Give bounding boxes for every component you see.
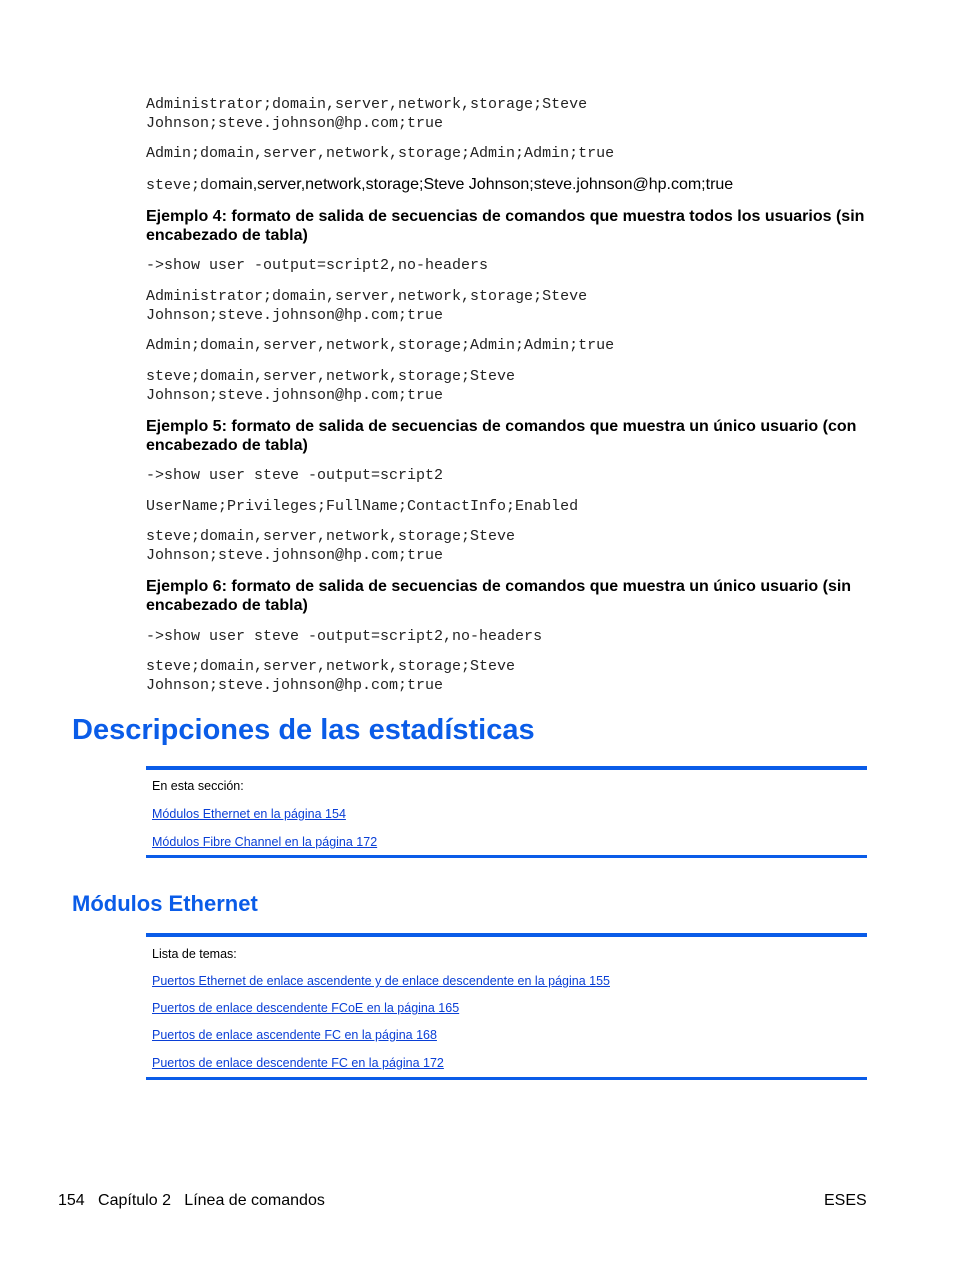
code-line: steve;domain,server,network,storage;Steve bbox=[146, 528, 516, 545]
example-4-heading: Ejemplo 4: formato de salida de secuencias de comandos que muestra todos los usuarios (sin encabezado de tabla) bbox=[146, 208, 865, 244]
footer-page-chapter: 154 Capítulo 2 Línea de comandos bbox=[58, 1192, 325, 1209]
example-4-command: ->show user -output=script2,no-headers bbox=[146, 257, 489, 274]
topic-list-intro: Lista de temas: bbox=[152, 947, 237, 961]
code-line: Admin;domain,server,network,storage;Admin;Admin;true bbox=[146, 145, 615, 162]
section-title-ethernet: Módulos Ethernet bbox=[72, 891, 258, 916]
code-line: Administrator;domain,server,network,storage;Steve bbox=[146, 96, 588, 113]
topic-link-ethernet-ports[interactable]: Puertos Ethernet de enlace ascendente y de enlace descendente en la página 155 bbox=[152, 974, 610, 988]
code-line: steve;domain,server,network,storage;Steve bbox=[146, 658, 516, 675]
code-sans-part: main,server,network,storage;Steve Johnson;steve.johnson@hp.com;true bbox=[218, 176, 734, 193]
topic-link-fcoe-downlink[interactable]: Puertos de enlace descendente FCoE en la página 165 bbox=[152, 1001, 460, 1015]
code-line: steve;domain,server,network,storage;Steve bbox=[146, 368, 516, 385]
code-line: Admin;domain,server,network,storage;Admin;Admin;true bbox=[146, 337, 615, 354]
topic-link-fc-downlink[interactable]: Puertos de enlace descendente FC en la página 172 bbox=[152, 1056, 444, 1070]
section-toc-box bbox=[146, 766, 867, 858]
example-5-command: ->show user steve -output=script2 bbox=[146, 467, 444, 484]
code-line-mixed bbox=[146, 175, 733, 195]
section-title-stats: Descripciones de las estadísticas bbox=[72, 714, 535, 746]
code-mono-part: steve;do bbox=[146, 177, 219, 194]
code-line: Johnson;steve.johnson@hp.com;true bbox=[146, 115, 444, 132]
toc-intro: En esta sección: bbox=[152, 779, 244, 793]
code-line: Administrator;domain,server,network,storage;Steve bbox=[146, 288, 588, 305]
code-line: Johnson;steve.johnson@hp.com;true bbox=[146, 677, 444, 694]
topic-link-fc-uplink[interactable]: Puertos de enlace ascendente FC en la página 168 bbox=[152, 1028, 437, 1042]
code-line: Johnson;steve.johnson@hp.com;true bbox=[146, 547, 444, 564]
example-6-heading: Ejemplo 6: formato de salida de secuencias de comandos que muestra un único usuario (sin encabezado de tabla) bbox=[146, 578, 852, 614]
toc-link-fibre-channel-modules[interactable]: Módulos Fibre Channel en la página 172 bbox=[152, 835, 378, 849]
example-5-heading: Ejemplo 5: formato de salida de secuencias de comandos que muestra un único usuario (con encabezado de tabla) bbox=[146, 418, 857, 454]
code-line: Johnson;steve.johnson@hp.com;true bbox=[146, 387, 444, 404]
code-line: UserName;Privileges;FullName;ContactInfo;Enabled bbox=[146, 498, 579, 515]
topic-list-box bbox=[146, 933, 867, 1080]
code-line: Johnson;steve.johnson@hp.com;true bbox=[146, 307, 444, 324]
toc-link-ethernet-modules[interactable]: Módulos Ethernet en la página 154 bbox=[152, 807, 346, 821]
example-6-command: ->show user steve -output=script2,no-headers bbox=[146, 628, 543, 645]
footer-locale: ESES bbox=[824, 1192, 867, 1209]
